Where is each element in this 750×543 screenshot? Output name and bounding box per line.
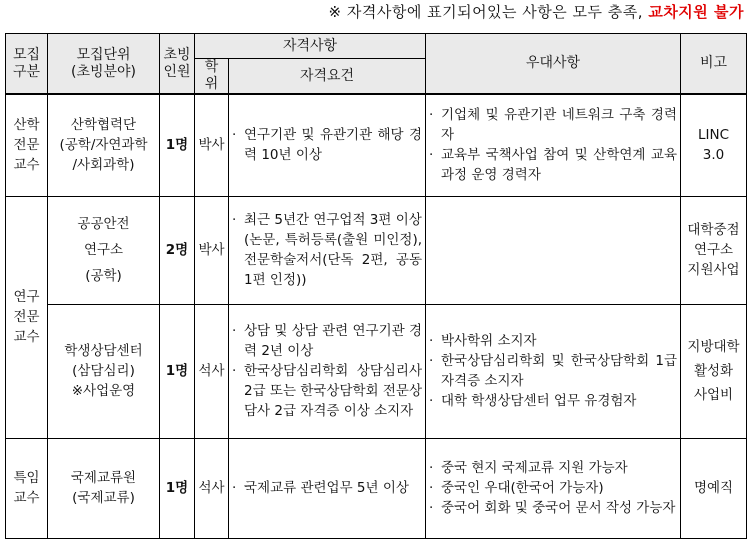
cell-degree: 석사 [195,304,229,438]
cell-unit: 산학협력단 (공학/자연과학 /사회과학) [48,94,160,196]
notice-line [0,0,744,24]
table-row [6,94,747,196]
cell-degree: 박사 [195,94,229,196]
cell-preferred: · 중국 현지 국제교류 지원 가능자 · 중국인 우대(한국어 가능자) · 중국어 회화 및 중국어 문서 작성 가능자 [426,438,681,538]
cell-category: 연구 전문 교수 [6,196,48,438]
cell-requirements: · 상담 및 상담 관련 연구기관 경력 2년 이상 · 한국상담심리학회 상담심리사 2급 또는 한국상담학회 전문상담사 2급 자격증 이상 소지자 [229,304,426,438]
cell-unit: 공공안전 연구소 (공학) [48,196,160,304]
cell-preferred: · 박사학위 소지자 · 한국상담심리학회 및 한국상담학회 1급 자격증 소지자 · 대학 학생상담센터 업무 유경험자 [426,304,681,438]
cell-count: 1명 [160,438,195,538]
table-row [6,196,747,304]
cell-preferred: · 기업체 및 유관기관 네트워크 구축 경력자 · 교육부 국책사업 참여 및 산학연계 교육과정 운영 경력자 [426,94,681,196]
header-degree: 학위 [195,59,229,95]
header-preferred: 우대사항 [426,34,681,95]
cell-degree: 박사 [195,196,229,304]
cell-count: 2명 [160,196,195,304]
recruitment-table [5,33,747,539]
cell-preferred [426,196,681,304]
cell-unit: 국제교류원 (국제교류) [48,438,160,538]
notice-prefix: ※ 자격사항에 표기되어있는 사항은 모두 충족, [328,3,649,21]
header-requirements: 자격요건 [229,59,426,95]
cell-count: 1명 [160,304,195,438]
header-note: 비고 [681,34,747,95]
cell-requirements: · 연구기관 및 유관기관 해당 경력 10년 이상 [229,94,426,196]
header-count: 초빙 인원 [160,34,195,95]
notice-emphasis: 교차지원 불가 [648,3,744,21]
cell-unit: 학생상담센터 (삼담심리) ※사업운영 [48,304,160,438]
cell-note: LINC 3.0 [681,94,747,196]
header-qualifications: 자격사항 [195,34,426,59]
cell-note: 지방대학 활성화 사업비 [681,304,747,438]
cell-category: 특임 교수 [6,438,48,538]
header-category: 모집 구분 [6,34,48,95]
cell-note: 대학중점 연구소 지원사업 [681,196,747,304]
cell-count: 1명 [160,94,195,196]
cell-degree: 석사 [195,438,229,538]
cell-requirements: · 국제교류 관련업무 5년 이상 [229,438,426,538]
cell-category: 산학 전문 교수 [6,94,48,196]
table-row [6,438,747,538]
header-unit: 모집단위 (초빙분야) [48,34,160,95]
cell-note: 명예직 [681,438,747,538]
cell-requirements: · 최근 5년간 연구업적 3편 이상 (논문, 특허등록(출원 미인정), 전문학술저서(단독 2편, 공동 1편 인정)) [229,196,426,304]
table-row [6,304,747,438]
